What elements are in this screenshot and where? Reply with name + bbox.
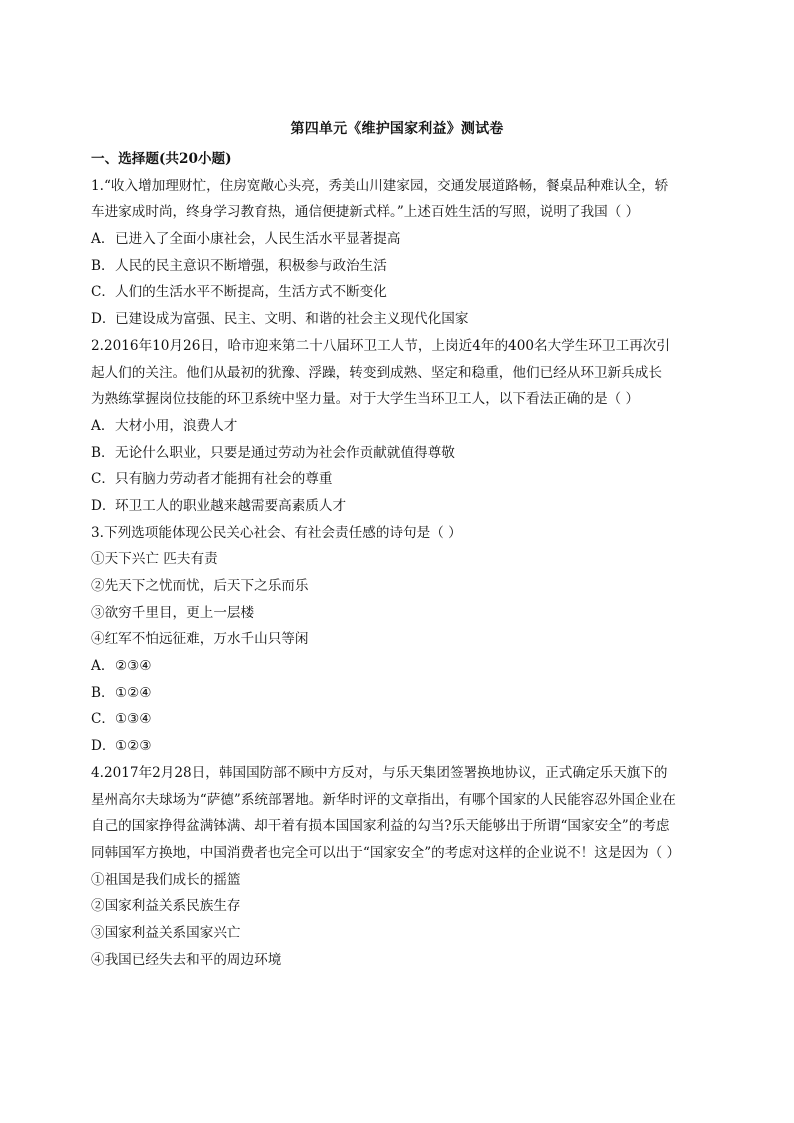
option-d [91,733,713,760]
document-body [91,146,713,973]
option-text: ①②③ [115,738,152,755]
option-text: 已建设成为富强、民主、文明、和谐的社会主义现代化国家 [115,311,469,328]
option-text: 只有脑力劳动者才能拥有社会的尊重 [115,471,333,488]
option-text: 已进入了全面小康社会，人民生活水平显著提高 [115,231,401,248]
option-key: B． [91,257,115,274]
option-b [91,680,713,707]
question-stem-line: 同韩国军方换地，中国消费者也完全可以出于“国家安全”的考虑对这样的企业说不！这是因为（ ） [91,844,681,861]
statement-item: ③国家利益关系国家兴亡 [91,924,241,941]
question-4 [91,760,713,974]
option-text: 人们的生活水平不断提高，生活方式不断变化 [115,284,387,301]
option-key: A． [91,658,115,675]
option-a [91,653,713,680]
option-text: ②③④ [115,658,152,675]
option-key: B． [91,444,115,461]
option-key: A． [91,231,115,248]
option-key: D． [91,497,116,514]
option-a [91,226,713,253]
section-heading: 一、选择题(共20小题) [91,151,232,167]
option-b [91,440,713,467]
statement-item: ②国家利益关系民族生存 [91,898,241,915]
question-stem-line: 星州高尔夫球场为“萨德”系统部署地。新华时评的文章指出，有哪个国家的人民能容忍外国企业在 [91,791,676,808]
statement-item: ②先天下之忧而忧，后天下之乐而乐 [91,578,309,594]
statement-item: ①祖国是我们成长的摇篮 [91,871,241,888]
document-title: 第四单元《维护国家利益》测试卷 [290,121,504,137]
statement-item: ④我国已经失去和平的周边环境 [91,951,282,968]
option-c [91,279,713,306]
option-text: 大材小用，浪费人才 [115,417,238,434]
question-stem-line: 为熟练掌握岗位技能的环卫系统中坚力量。对于大学生当环卫工人，以下看法正确的是（ ） [91,391,640,408]
option-d [91,493,713,520]
option-text: ①②④ [115,684,152,701]
option-b [91,253,713,280]
option-text: 无论什么职业，只要是通过劳动为社会作贡献就值得尊敬 [115,444,455,461]
option-key: B． [91,684,115,701]
question-stem-line: 起人们的关注。他们从最初的犹豫、浮躁，转变到成熟、坚定和稳重，他们已经从环卫新兵成长 [91,364,662,381]
statement-item: ④红军不怕远征难，万水千山只等闲 [91,631,309,648]
question-stem-line: 自己的国家挣得盆满钵满、却干着有损本国国家利益的勾当?乐天能够出于所谓“国家安全”的考虑 [91,818,670,835]
option-key: D． [91,738,116,755]
question-stem-line: 2.2016年10月26日，哈市迎来第二十八届环卫工人节，上岗近4年的400名大学生环卫工再次引 [91,337,670,354]
question-2 [91,333,713,520]
option-key: C． [91,471,115,488]
question-stem-line: 3.下列选项能体现公民关心社会、有社会责任感的诗句是（ ） [91,524,462,541]
option-text: 人民的民主意识不断增强，积极参与政治生活 [115,257,387,274]
option-a [91,413,713,440]
option-c [91,466,713,493]
statement-item: ①天下兴亡 匹夫有责 [91,551,218,568]
question-1 [91,173,713,333]
option-c [91,706,713,733]
question-stem-line: 1.“收入增加理财忙，住房宽敞心头亮，秀美山川建家园，交通发展道路畅，餐桌品种难认全，轿 [91,177,669,194]
question-stem-line: 4.2017年2月28日，韩国国防部不顾中方反对，与乐天集团签署换地协议，正式确定乐天旗下的 [91,764,668,781]
option-d [91,306,713,333]
option-text: ①③④ [115,711,152,728]
question-3 [91,520,713,760]
question-stem-line: 车进家成时尚，终身学习教育热，通信便捷新式样。”上述百姓生活的写照，说明了我国（ ） [91,204,640,221]
option-key: D． [91,311,116,328]
option-key: A． [91,417,115,434]
statement-item: ③欲穷千里目，更上一层楼 [91,604,255,621]
option-text: 环卫工人的职业越来越需要高素质人才 [115,497,347,514]
option-key: C． [91,711,115,728]
option-key: C． [91,284,115,301]
